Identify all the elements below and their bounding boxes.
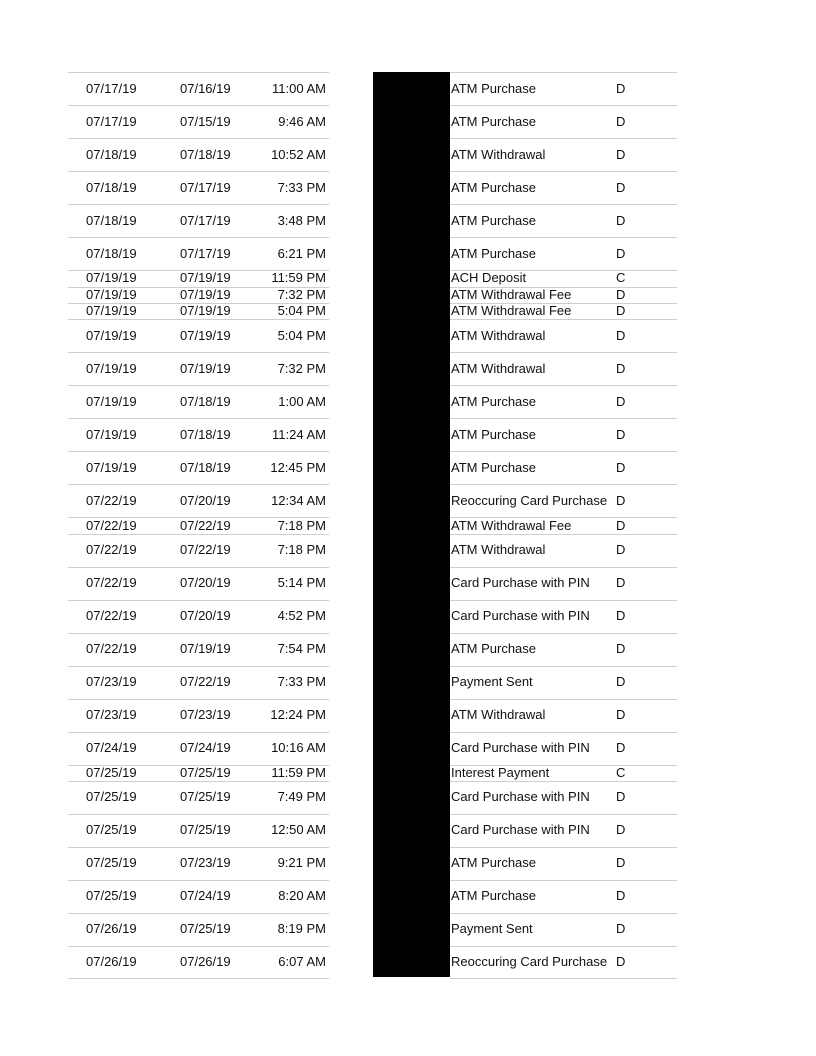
transaction-description: ATM Purchase: [451, 888, 537, 903]
row-divider: [68, 534, 329, 535]
row-divider: [68, 978, 329, 979]
transaction-description: Card Purchase with PIN: [451, 608, 590, 623]
posting-date: 07/26/19: [86, 954, 137, 969]
posting-date: 07/19/19: [86, 287, 137, 302]
posting-date: 07/25/19: [86, 822, 137, 837]
row-divider: [450, 847, 677, 848]
posting-date: 07/23/19: [86, 707, 137, 722]
transaction-date: 07/19/19: [180, 287, 231, 302]
row-divider: [450, 204, 677, 205]
transaction-date: 07/23/19: [180, 707, 231, 722]
debit-credit-indicator: D: [616, 674, 626, 689]
transaction-date: 07/15/19: [180, 114, 231, 129]
row-divider: [450, 946, 677, 947]
row-divider: [68, 352, 329, 353]
transaction-time: 12:24 PM: [270, 707, 326, 722]
debit-credit-indicator: D: [616, 855, 626, 870]
row-divider: [450, 72, 677, 73]
posting-date: 07/22/19: [86, 641, 137, 656]
debit-credit-indicator: D: [616, 427, 626, 442]
row-divider: [450, 781, 677, 782]
transaction-date: 07/18/19: [180, 147, 231, 162]
row-divider: [68, 847, 329, 848]
transaction-date: 07/18/19: [180, 394, 231, 409]
row-divider: [68, 699, 329, 700]
debit-credit-indicator: D: [616, 493, 626, 508]
posting-date: 07/18/19: [86, 246, 137, 261]
transaction-time: 7:18 PM: [277, 518, 326, 533]
debit-credit-indicator: D: [616, 303, 626, 318]
transaction-description: ATM Withdrawal Fee: [451, 303, 572, 318]
transaction-date: 07/20/19: [180, 493, 231, 508]
posting-date: 07/25/19: [86, 789, 137, 804]
debit-credit-indicator: D: [616, 608, 626, 623]
transaction-time: 4:52 PM: [277, 608, 326, 623]
transaction-date: 07/18/19: [180, 427, 231, 442]
transaction-time: 7:32 PM: [277, 287, 326, 302]
transaction-time: 7:54 PM: [277, 641, 326, 656]
transaction-date: 07/23/19: [180, 855, 231, 870]
transaction-description: ATM Withdrawal: [451, 542, 546, 557]
posting-date: 07/19/19: [86, 328, 137, 343]
transaction-date: 07/24/19: [180, 740, 231, 755]
row-divider: [450, 880, 677, 881]
debit-credit-indicator: D: [616, 81, 626, 96]
transaction-time: 8:19 PM: [277, 921, 326, 936]
posting-date: 07/18/19: [86, 213, 137, 228]
transaction-date: 07/26/19: [180, 954, 231, 969]
transaction-time: 7:33 PM: [277, 180, 326, 195]
posting-date: 07/26/19: [86, 921, 137, 936]
transaction-time: 11:59 PM: [271, 270, 326, 285]
redaction-block: [373, 72, 450, 977]
debit-credit-indicator: D: [616, 114, 626, 129]
row-divider: [450, 534, 677, 535]
transaction-description: ATM Purchase: [451, 460, 537, 475]
transaction-time: 9:46 AM: [278, 114, 326, 129]
transaction-description: ATM Purchase: [451, 81, 537, 96]
debit-credit-indicator: D: [616, 888, 626, 903]
row-divider: [450, 484, 677, 485]
row-divider: [68, 666, 329, 667]
row-divider: [450, 418, 677, 419]
debit-credit-indicator: D: [616, 287, 626, 302]
posting-date: 07/25/19: [86, 765, 137, 780]
row-divider: [450, 105, 677, 106]
row-divider: [450, 138, 677, 139]
row-divider: [450, 913, 677, 914]
row-divider: [450, 171, 677, 172]
debit-credit-indicator: D: [616, 740, 626, 755]
transaction-description: ATM Withdrawal Fee: [451, 518, 572, 533]
transaction-description: ATM Withdrawal: [451, 361, 546, 376]
transaction-time: 5:04 PM: [277, 328, 326, 343]
transaction-date: 07/22/19: [180, 674, 231, 689]
debit-credit-indicator: D: [616, 460, 626, 475]
row-divider: [450, 352, 677, 353]
row-divider: [68, 237, 329, 238]
posting-date: 07/22/19: [86, 608, 137, 623]
transaction-description: ATM Purchase: [451, 641, 537, 656]
row-divider: [450, 633, 677, 634]
posting-date: 07/24/19: [86, 740, 137, 755]
row-divider: [68, 451, 329, 452]
debit-credit-indicator: D: [616, 921, 626, 936]
posting-date: 07/22/19: [86, 493, 137, 508]
transaction-date: 07/25/19: [180, 789, 231, 804]
row-divider: [68, 484, 329, 485]
transaction-time: 9:21 PM: [277, 855, 326, 870]
transaction-description: ATM Purchase: [451, 180, 537, 195]
row-divider: [450, 666, 677, 667]
debit-credit-indicator: C: [616, 270, 626, 285]
posting-date: 07/18/19: [86, 180, 137, 195]
transaction-time: 5:14 PM: [277, 575, 326, 590]
transaction-description: Reoccuring Card Purchase: [451, 493, 608, 508]
row-divider: [68, 633, 329, 634]
transaction-date: 07/19/19: [180, 641, 231, 656]
transaction-date: 07/25/19: [180, 921, 231, 936]
posting-date: 07/19/19: [86, 361, 137, 376]
row-divider: [68, 319, 329, 320]
transaction-date: 07/24/19: [180, 888, 231, 903]
transaction-time: 10:52 AM: [271, 147, 326, 162]
transaction-description: Card Purchase with PIN: [451, 789, 590, 804]
row-divider: [68, 567, 329, 568]
transaction-time: 6:07 AM: [278, 954, 326, 969]
debit-credit-indicator: C: [616, 765, 626, 780]
transaction-time: 12:34 AM: [271, 493, 326, 508]
transaction-date: 07/17/19: [180, 246, 231, 261]
transaction-date: 07/22/19: [180, 518, 231, 533]
transaction-description: ATM Purchase: [451, 394, 537, 409]
posting-date: 07/19/19: [86, 303, 137, 318]
row-divider: [450, 978, 677, 979]
debit-credit-indicator: D: [616, 394, 626, 409]
posting-date: 07/17/19: [86, 114, 137, 129]
transaction-time: 7:18 PM: [277, 542, 326, 557]
transaction-description: ATM Withdrawal: [451, 147, 546, 162]
debit-credit-indicator: D: [616, 328, 626, 343]
posting-date: 07/19/19: [86, 460, 137, 475]
transaction-description: ATM Withdrawal Fee: [451, 287, 572, 302]
transaction-date: 07/19/19: [180, 303, 231, 318]
debit-credit-indicator: D: [616, 180, 626, 195]
transaction-time: 1:00 AM: [278, 394, 326, 409]
posting-date: 07/19/19: [86, 394, 137, 409]
transaction-description: Card Purchase with PIN: [451, 822, 590, 837]
row-divider: [450, 699, 677, 700]
row-divider: [68, 105, 329, 106]
row-divider: [68, 732, 329, 733]
debit-credit-indicator: D: [616, 542, 626, 557]
posting-date: 07/25/19: [86, 855, 137, 870]
transaction-description: ATM Purchase: [451, 114, 537, 129]
transaction-time: 7:33 PM: [277, 674, 326, 689]
transaction-date: 07/19/19: [180, 270, 231, 285]
row-divider: [68, 946, 329, 947]
transaction-date: 07/17/19: [180, 213, 231, 228]
transaction-description: ATM Purchase: [451, 246, 537, 261]
row-divider: [68, 913, 329, 914]
row-divider: [68, 814, 329, 815]
posting-date: 07/22/19: [86, 518, 137, 533]
row-divider: [68, 781, 329, 782]
posting-date: 07/25/19: [86, 888, 137, 903]
transaction-date: 07/19/19: [180, 361, 231, 376]
row-divider: [68, 418, 329, 419]
transaction-time: 7:49 PM: [277, 789, 326, 804]
posting-date: 07/22/19: [86, 575, 137, 590]
debit-credit-indicator: D: [616, 789, 626, 804]
transaction-description: ATM Purchase: [451, 213, 537, 228]
debit-credit-indicator: D: [616, 518, 626, 533]
transaction-time: 3:48 PM: [277, 213, 326, 228]
transaction-date: 07/19/19: [180, 328, 231, 343]
row-divider: [68, 171, 329, 172]
transaction-description: Reoccuring Card Purchase: [451, 954, 608, 969]
posting-date: 07/19/19: [86, 427, 137, 442]
transaction-time: 6:21 PM: [277, 246, 326, 261]
row-divider: [68, 72, 329, 73]
row-divider: [450, 732, 677, 733]
posting-date: 07/23/19: [86, 674, 137, 689]
debit-credit-indicator: D: [616, 954, 626, 969]
transaction-date: 07/18/19: [180, 460, 231, 475]
debit-credit-indicator: D: [616, 641, 626, 656]
row-divider: [450, 814, 677, 815]
debit-credit-indicator: D: [616, 361, 626, 376]
row-divider: [450, 567, 677, 568]
row-divider: [450, 385, 677, 386]
debit-credit-indicator: D: [616, 822, 626, 837]
row-divider: [450, 451, 677, 452]
transaction-description: Payment Sent: [451, 921, 533, 936]
row-divider: [450, 600, 677, 601]
debit-credit-indicator: D: [616, 147, 626, 162]
transaction-description: Payment Sent: [451, 674, 533, 689]
posting-date: 07/18/19: [86, 147, 137, 162]
transaction-time: 11:59 PM: [271, 765, 326, 780]
row-divider: [450, 237, 677, 238]
transaction-time: 7:32 PM: [277, 361, 326, 376]
transaction-date: 07/22/19: [180, 542, 231, 557]
transaction-description: ATM Withdrawal: [451, 707, 546, 722]
transaction-description: Interest Payment: [451, 765, 550, 780]
row-divider: [68, 600, 329, 601]
row-divider: [68, 138, 329, 139]
debit-credit-indicator: D: [616, 213, 626, 228]
transaction-description: ACH Deposit: [451, 270, 527, 285]
transaction-time: 12:50 AM: [271, 822, 326, 837]
transaction-description: ATM Purchase: [451, 427, 537, 442]
transaction-description: ATM Withdrawal: [451, 328, 546, 343]
transaction-date: 07/20/19: [180, 608, 231, 623]
row-divider: [68, 204, 329, 205]
transaction-time: 11:00 AM: [272, 81, 326, 96]
debit-credit-indicator: D: [616, 575, 626, 590]
row-divider: [450, 319, 677, 320]
transaction-description: ATM Purchase: [451, 855, 537, 870]
transaction-date: 07/20/19: [180, 575, 231, 590]
transaction-date: 07/25/19: [180, 765, 231, 780]
row-divider: [68, 385, 329, 386]
transaction-time: 8:20 AM: [278, 888, 326, 903]
debit-credit-indicator: D: [616, 246, 626, 261]
debit-credit-indicator: D: [616, 707, 626, 722]
transaction-date: 07/25/19: [180, 822, 231, 837]
row-divider: [68, 880, 329, 881]
posting-date: 07/22/19: [86, 542, 137, 557]
transaction-time: 12:45 PM: [270, 460, 326, 475]
transaction-description: Card Purchase with PIN: [451, 740, 590, 755]
posting-date: 07/19/19: [86, 270, 137, 285]
transaction-description: Card Purchase with PIN: [451, 575, 590, 590]
transaction-time: 10:16 AM: [271, 740, 326, 755]
posting-date: 07/17/19: [86, 81, 137, 96]
transaction-date: 07/17/19: [180, 180, 231, 195]
transaction-time: 11:24 AM: [272, 427, 326, 442]
transaction-time: 5:04 PM: [277, 303, 326, 318]
transaction-date: 07/16/19: [180, 81, 231, 96]
